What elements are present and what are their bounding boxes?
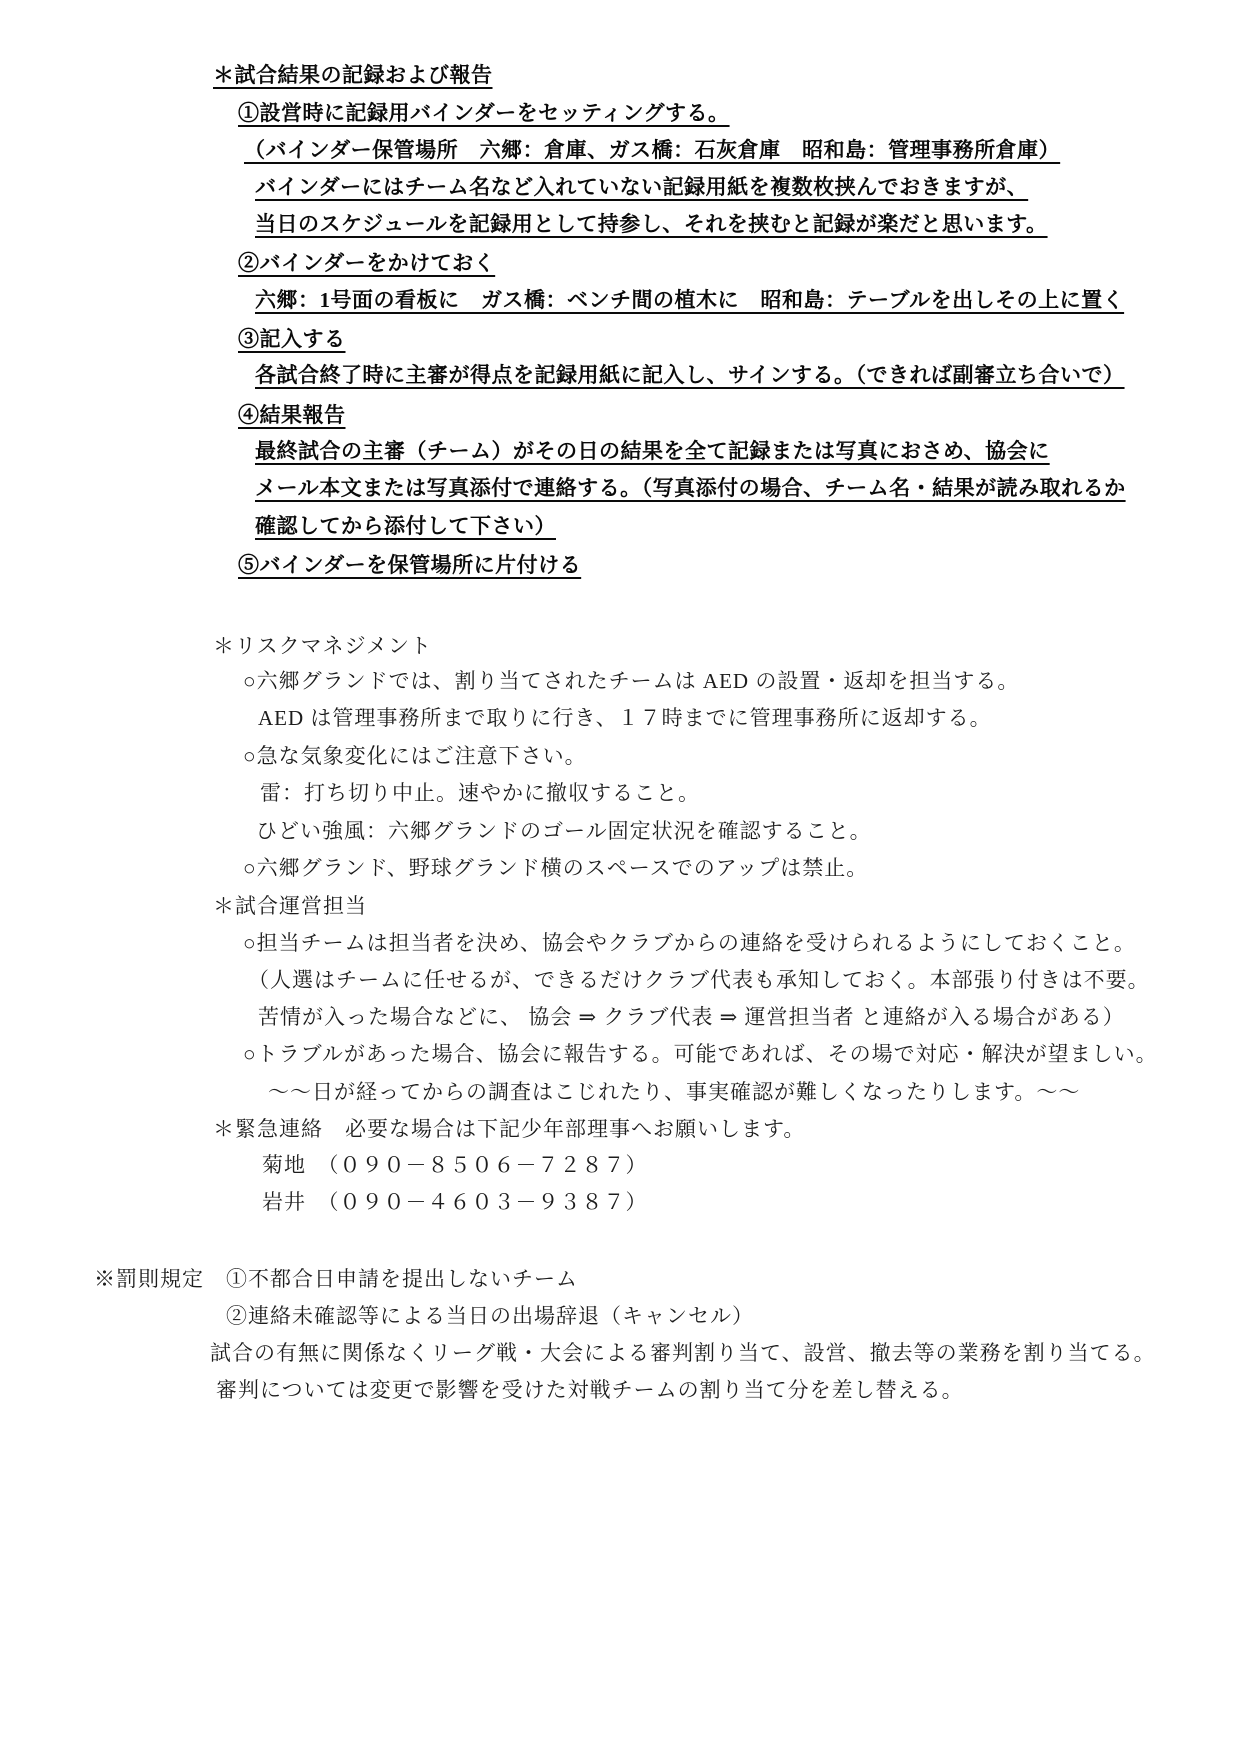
note-binder-storage-locations: （バインダー保管場所 六郷：倉庫、ガス橋：石灰倉庫 昭和島：管理事務所倉庫） bbox=[244, 138, 1061, 162]
heading-emergency-contact: ＊緊急連絡 必要な場合は下記少年部理事へお願いします。 bbox=[213, 1117, 806, 1141]
note-strong-wind-goals: ひどい強風：六郷グランドのゴール固定状況を確認すること。 bbox=[256, 819, 872, 843]
note-binder-hang-locations: 六郷：1号面の看板に ガス橋：ベンチ間の植木に 昭和島：テーブルを出しその上に置く bbox=[255, 288, 1125, 312]
item-circled-4-result-report: ④結果報告 bbox=[238, 403, 346, 427]
note-bring-schedule: 当日のスケジュールを記録用として持参し、それを挟むと記録が楽だと思います。 bbox=[255, 212, 1048, 236]
item-circled-2-hang-binder: ②バインダーをかけておく bbox=[238, 251, 496, 275]
note-complaint-flow: 苦情が入った場合などに、 協会 ⇒ クラブ代表 ⇒ 運営担当者 と連絡が入る場合がある） bbox=[258, 1005, 1125, 1029]
heading-match-result-recording: ＊試合結果の記録および報告 bbox=[213, 63, 493, 87]
item-weather-caution: ○急な気象変化にはご注意下さい。 bbox=[243, 744, 587, 768]
note-thunder-stop: 雷：打ち切り中止。速やかに撤収すること。 bbox=[260, 781, 700, 805]
note-aed-office-return: AED は管理事務所まで取りに行き、１７時までに管理事務所に返却する。 bbox=[258, 706, 992, 730]
note-final-referee-records: 最終試合の主審（チーム）がその日の結果を全て記録または写真におさめ、協会に bbox=[255, 439, 1050, 463]
contact-kikuchi: 菊地 （０９０－８５０６－７２８７） bbox=[262, 1153, 648, 1177]
note-email-or-photo-report: メール本文または写真添付で連絡する。（写真添付の場合、チーム名・結果が読み取れるか bbox=[255, 476, 1126, 500]
penalty-rule-2: ②連絡未確認等による当日の出場辞退（キャンセル） bbox=[226, 1304, 754, 1328]
note-referee-signs-record: 各試合終了時に主審が得点を記録用紙に記入し、サインする。（できれば副審立ち合いで） bbox=[255, 363, 1125, 387]
item-rokugo-aed-duty: ○六郷グランドでは、割り当てされたチームは AED の設置・返却を担当する。 bbox=[243, 669, 1020, 693]
contact-iwai: 岩井 （０９０－４６０３－９３８７） bbox=[262, 1190, 648, 1214]
note-personnel-selection: （人選はチームに任せるが、できるだけクラブ代表も承知しておく。本部張り付きは不要。 bbox=[248, 968, 1150, 992]
penalty-consequence-duties: 試合の有無に関係なくリーグ戦・大会による審判割り当て、設営、撤去等の業務を割り当てる。 bbox=[210, 1341, 1156, 1365]
item-circled-3-fill-in: ③記入する bbox=[238, 327, 346, 351]
note-confirm-before-attach: 確認してから添付して下さい） bbox=[255, 514, 556, 538]
item-warmup-prohibited: ○六郷グランド、野球グランド横のスペースでのアップは禁止。 bbox=[243, 856, 869, 880]
note-binder-record-sheets: バインダーにはチーム名など入れていない記録用紙を複数枚挟んでおきますが、 bbox=[255, 175, 1029, 199]
penalty-consequence-referee: 審判については変更で影響を受けた対戦チームの割り当て分を差し替える。 bbox=[216, 1378, 964, 1402]
item-assign-contact-person: ○担当チームは担当者を決め、協会やクラブからの連絡を受けられるようにしておくこと。 bbox=[243, 931, 1136, 955]
item-circled-5-put-away-binder: ⑤バインダーを保管場所に片付ける bbox=[238, 553, 582, 577]
note-delayed-investigation: ～～日が経ってからの調査はこじれたり、事実確認が難しくなったりします。～～ bbox=[268, 1080, 1081, 1104]
item-trouble-report: ○トラブルがあった場合、協会に報告する。可能であれば、その場で対応・解決が望ましい。 bbox=[243, 1042, 1158, 1066]
heading-penalty-rule-1: ※罰則規定 ①不都合日申請を提出しないチーム bbox=[94, 1267, 578, 1291]
heading-match-operation: ＊試合運営担当 bbox=[213, 894, 367, 918]
item-circled-1-set-binder: ①設営時に記録用バインダーをセッティングする。 bbox=[238, 101, 730, 125]
heading-risk-management: ＊リスクマネジメント bbox=[213, 634, 432, 658]
